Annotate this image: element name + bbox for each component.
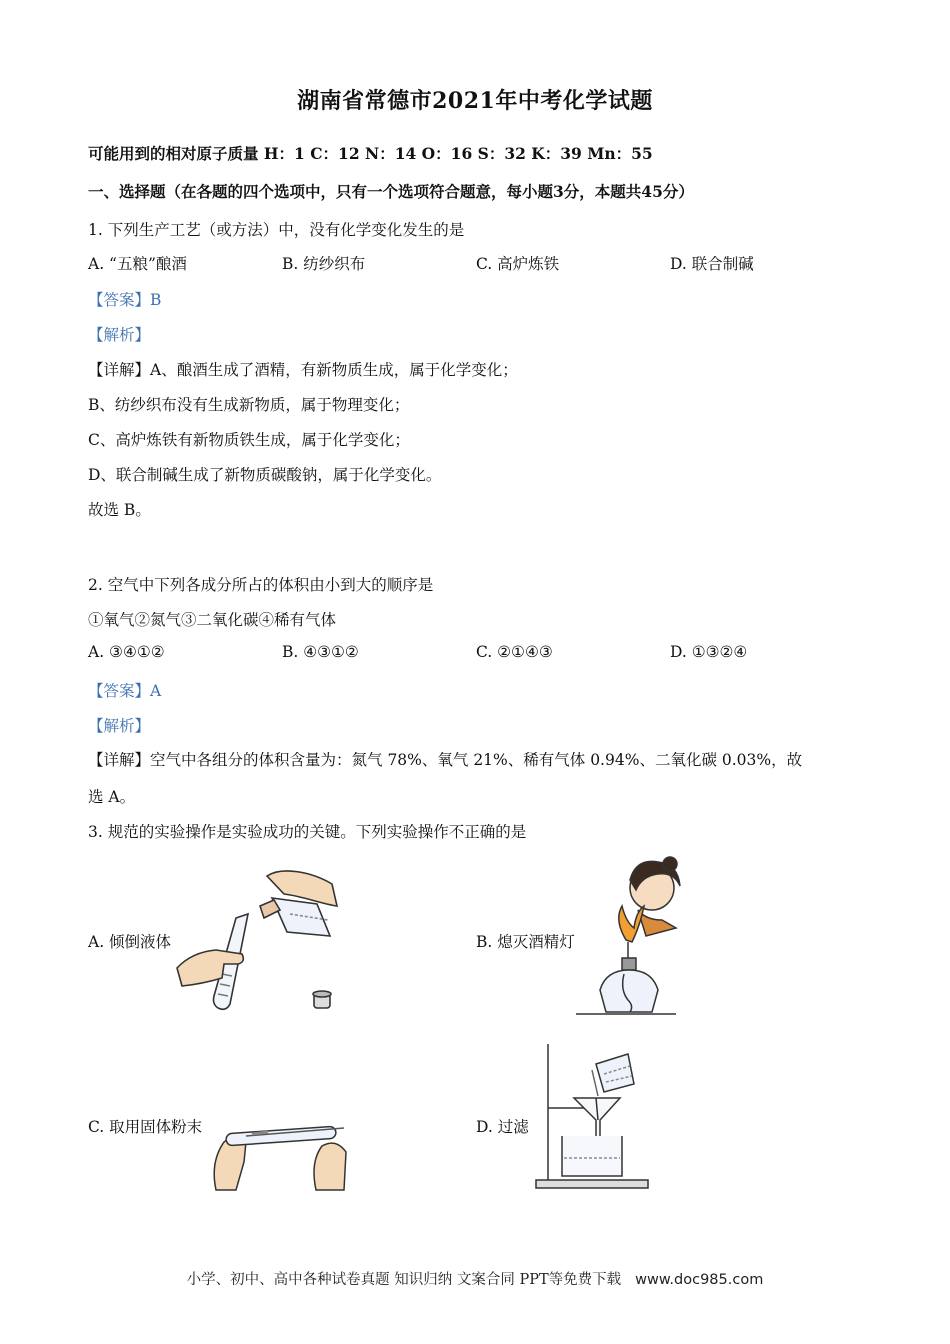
q1-detail-line-c: C、高炉炼铁有新物质铁生成，属于化学变化； — [88, 431, 410, 449]
q1-option-b: B. 纺纱织布 — [282, 255, 366, 273]
footer-url[interactable]: www.doc985.com — [635, 1272, 764, 1288]
q1-option-d: D. 联合制碱 — [670, 255, 754, 273]
q3-option-a: A. 倾倒液体 — [88, 933, 172, 951]
q1-analysis-label: 【解析】 — [88, 326, 151, 344]
q1-detail-text-a: A、酿酒生成了酒精，有新物质生成，属于化学变化； — [150, 361, 518, 379]
q1-detail-line-b: B、纺纱织布没有生成新物质，属于物理变化； — [88, 396, 410, 414]
q2-detail-line-1 — [88, 748, 802, 770]
q2-option-c: C. ②①④③ — [476, 643, 553, 661]
filtration-figure — [532, 1040, 652, 1190]
q2-detail-line-2: 选 A。 — [88, 788, 136, 806]
q3-stem: 3. 规范的实验操作是实验成功的关键。下列实验操作不正确的是 — [88, 823, 527, 841]
atomic-masses-line: 可能用到的相对原子质量 H：1 C：12 N：14 O：16 S：32 K：39 Mn：55 — [88, 144, 653, 163]
alcohol-lamp-figure — [566, 850, 706, 1020]
page-title: 湖南省常德市2021年中考化学试题 — [297, 88, 653, 114]
q2-analysis-label: 【解析】 — [88, 717, 151, 735]
q2-option-a: A. ③④①② — [88, 643, 165, 661]
footer-text: 小学、初中、高中各种试卷真题 知识归纳 文案合同 PPT等免费下载 — [186, 1272, 622, 1288]
q1-detail-line-a — [88, 358, 518, 380]
q2-option-b: B. ④③①② — [282, 643, 359, 661]
q1-option-c: C. 高炉炼铁 — [476, 255, 560, 273]
page-footer — [0, 1268, 950, 1289]
q2-detail-text-1: 空气中各组分的体积含量为：氮气 78%、氧气 21%、稀有气体 0.94%、二氧化碳 0.03%，故 — [150, 751, 803, 769]
q1-detail-line-d: D、联合制碱生成了新物质碳酸钠，属于化学变化。 — [88, 466, 442, 484]
q1-stem: 1. 下列生产工艺（或方法）中，没有化学变化发生的是 — [88, 221, 465, 239]
q3-option-c: C. 取用固体粉末 — [88, 1118, 203, 1136]
q2-option-d: D. ①③②④ — [670, 643, 748, 661]
q1-option-a: A. “五粮”酿酒 — [88, 255, 187, 273]
q1-detail-tag: 【详解】 — [88, 361, 151, 379]
q1-answer: 【答案】B — [88, 291, 162, 309]
q2-stem: 2. 空气中下列各成分所占的体积由小到大的顺序是 — [88, 576, 434, 594]
section-heading: 一、选择题（在各题的四个选项中，只有一个选项符合题意，每小题3分，本题共45分） — [88, 182, 694, 201]
q1-conclusion: 故选 B。 — [88, 501, 151, 519]
q2-substances: ①氧气②氮气③二氧化碳④稀有气体 — [88, 611, 337, 629]
q3-option-b: B. 熄灭酒精灯 — [476, 933, 575, 951]
pouring-liquid-figure — [172, 866, 352, 1016]
q2-answer: 【答案】A — [88, 682, 162, 700]
q2-detail-tag: 【详解】 — [88, 751, 151, 769]
solid-powder-figure — [206, 1112, 354, 1192]
q3-option-d: D. 过滤 — [476, 1118, 529, 1136]
